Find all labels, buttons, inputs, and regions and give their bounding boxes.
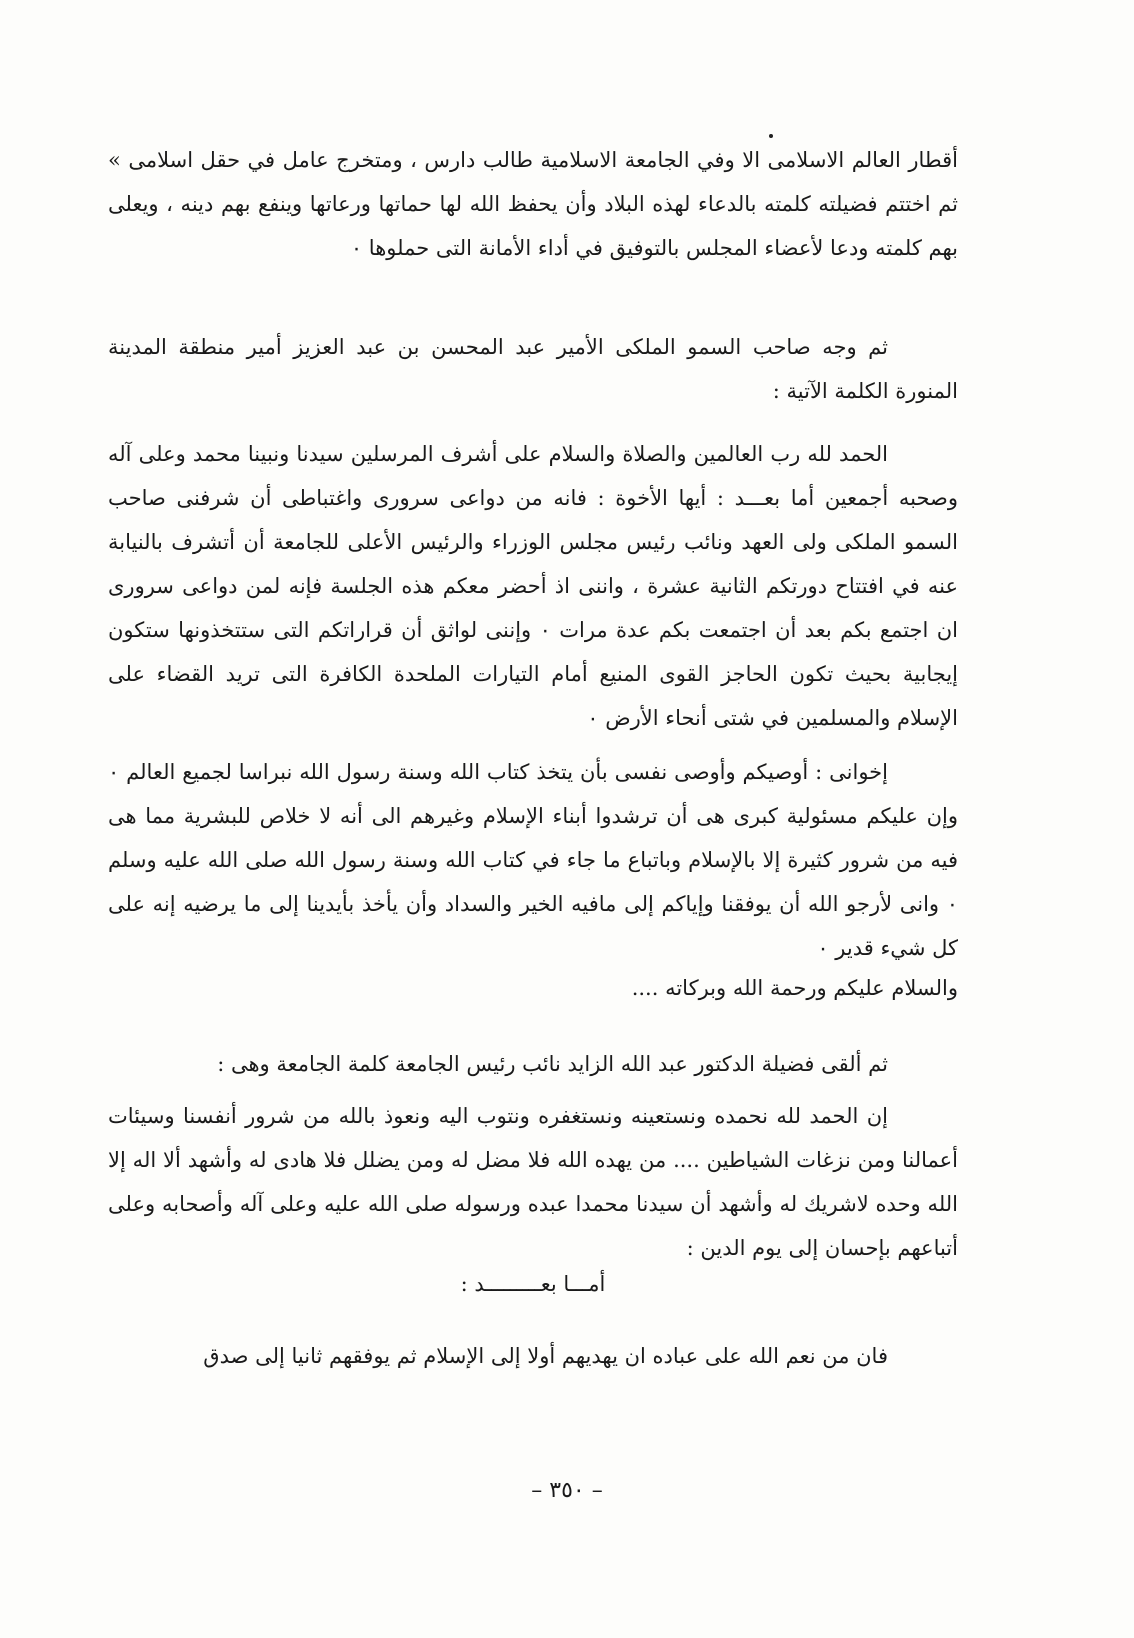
paragraph-university-speech: إن الحمد لله نحمده ونستعينه ونستغفره ونتوب اليه ونعوذ بالله من شرور أنفسنا وسيئات أعمالنا ومن نزغات الشياطين .... من يهده الله فلا مضل له ومن يضلل فلا هادى له وأشهد ألا اله إلا الله وحده لاشريك له وأشهد أن سيدنا محمدا عبده ورسوله صلى الله عليه وعلى آله وأصحابه وعلى أتباعهم بإحسان إلى يوم الدين : xyxy=(108,1104,958,1260)
paragraph-salutation: والسلام عليكم ورحمة الله وبركاته .... xyxy=(631,976,958,1000)
paragraph-intro-closing: أقطار العالم الاسلامى الا وفي الجامعة الاسلامية طالب دارس ، ومتخرج عامل في حقل اسلامى » ثم اختتم فضيلته كلمته بالدعاء لهذه البلاد وأن يحفظ الله لها حماتها ورعاتها وينفع بهم دينه ، ويعلى بهم كلمته ودعا لأعضاء المجلس بالتوفيق في أداء الأمانة التى حملوها ٠ xyxy=(108,148,958,260)
page-number: – ٣٥٠ – xyxy=(531,1478,603,1503)
paragraph-continuation: فان من نعم الله على عباده ان يهديهم أولا إلى الإسلام ثم يوفقهم ثانيا إلى صدق xyxy=(203,1344,888,1368)
heading-amma-baad: أمـــا بعـــــــــد : xyxy=(460,1272,606,1296)
paragraph-prince-intro: ثم وجه صاحب السمو الملكى الأمير عبد المحسن بن عبد العزيز أمير منطقة المدينة المنورة الكلمة الآتية : xyxy=(108,335,958,403)
paragraph-prince-speech: الحمد لله رب العالمين والصلاة والسلام على أشرف المرسلين سيدنا ونبينا محمد وعلى آله وصحبه أجمعين أما بعـــد : أيها الأخوة : فانه من دواعى سرورى واغتباطى أن شرفنى صاحب السمو الملكى ولى العهد ونائب رئيس مجلس الوزراء والرئيس الأعلى للجامعة أن أتشرف بالنيابة عنه في افتتاح دورتكم الثانية عشرة ، واننى اذ أحضر معكم هذه الجلسة فإنه لمن دواعى سرورى ان اجتمع بكم بعد أن اجتمعت بكم عدة مرات ٠ وإننى لواثق أن قراراتكم التى ستتخذونها ستكون إيجابية بحيث تكون الحاجز القوى المنيع أمام التيارات الملحدة الكافرة التى تريد القضاء على الإسلام والمسلمين في شتى أنحاء الأرض ٠ xyxy=(108,442,958,730)
paragraph-brothers-advice: إخوانى : أوصيكم وأوصى نفسى بأن يتخذ كتاب الله وسنة رسول الله نبراسا لجميع العالم ٠ وإن عليكم مسئولية كبرى هى أن ترشدوا أبناء الإسلام وغيرهم الى أنه لا خلاص للبشرية مما هى فيه من شرور كثيرة إلا بالإسلام وباتباع ما جاء في كتاب الله وسنة رسول الله صلى الله عليه وسلم ٠ وانى لأرجو الله أن يوفقنا وإياكم إلى مافيه الخير والسداد وأن يأخذ بأيدينا إلى ما يرضيه إنه على كل شيء قدير ٠ xyxy=(108,760,958,960)
paragraph-doctor-intro: ثم ألقى فضيلة الدكتور عبد الله الزايد نائب رئيس الجامعة كلمة الجامعة وهى : xyxy=(217,1052,888,1076)
